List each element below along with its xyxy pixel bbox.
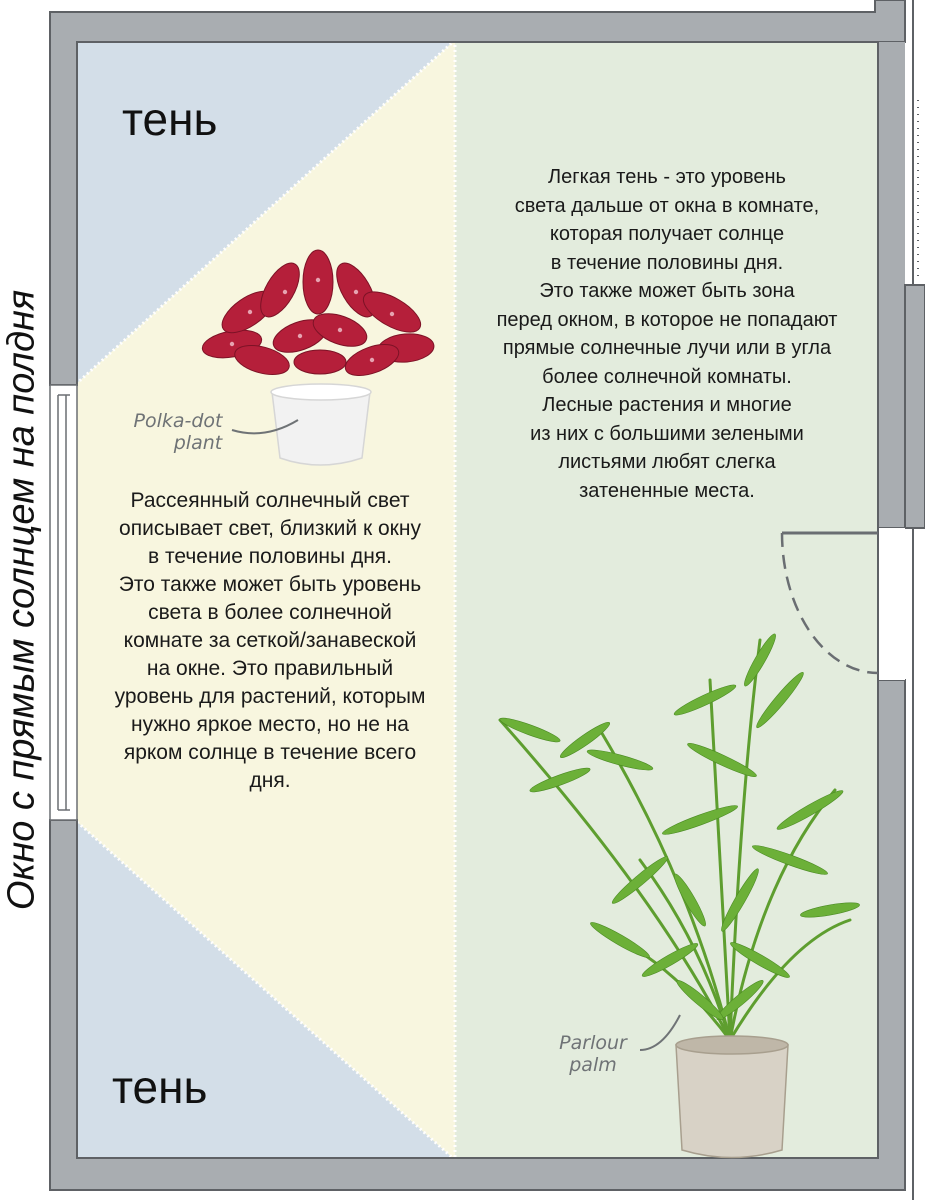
light-shade-line: Это также может быть зона bbox=[539, 280, 795, 302]
diffused-line: комнате за сеткой/занавеской bbox=[123, 629, 417, 652]
diffused-line: Это также может быть уровень bbox=[118, 573, 422, 596]
shade-label-top: тень bbox=[122, 93, 218, 145]
light-shade-line: Легкая тень - это уровень bbox=[548, 166, 786, 188]
diffused-line: света в более солнечной bbox=[148, 601, 392, 624]
diffused-line: дня. bbox=[249, 769, 291, 792]
light-shade-line: Лесные растения и многие bbox=[542, 394, 792, 416]
diffused-light-text bbox=[82, 487, 458, 795]
diffused-line: описывает свет, близкий к окну bbox=[119, 517, 421, 540]
diffused-line: на окне. Это правильный bbox=[146, 657, 394, 680]
light-shade-line: листьями любят слегка bbox=[558, 451, 776, 473]
shade-label-bottom: тень bbox=[112, 1061, 208, 1113]
window-label: Окно с прямым солнцем на полдня bbox=[0, 289, 43, 911]
diffused-line: Рассеянный солнечный свет bbox=[130, 489, 410, 512]
light-shade-line: в течение половины дня. bbox=[550, 251, 784, 274]
polka-dot-plant-label-line2: plant bbox=[173, 432, 223, 454]
diffused-line: ярком солнце в течение всего bbox=[123, 741, 417, 764]
wall-right-upper bbox=[878, 42, 905, 528]
diffused-line: в течение половины дня. bbox=[147, 545, 393, 568]
diffused-line: нужно яркое место, но не на bbox=[130, 713, 409, 736]
diffused-line: уровень для растений, которым bbox=[114, 685, 426, 708]
light-shade-line: прямые солнечные лучи или в угла bbox=[502, 337, 832, 359]
polka-dot-plant-label-line1: Polka-dot bbox=[133, 410, 223, 432]
polka-dot-plant-label bbox=[118, 410, 238, 454]
parlour-palm-label bbox=[548, 1032, 638, 1076]
light-shade-line: более солнечной комнаты. bbox=[542, 365, 792, 388]
light-shade-line: перед окном, в которое не попадают bbox=[496, 308, 838, 331]
parlour-palm-label-line2: palm bbox=[569, 1054, 617, 1076]
parlour-palm-label-line1: Parlour bbox=[559, 1032, 627, 1054]
light-shade-text bbox=[462, 163, 872, 505]
light-shade-line: затененные места. bbox=[579, 479, 755, 502]
light-shade-line: света дальше от окна в комнате, bbox=[514, 194, 820, 217]
light-shade-line: из них с большими зелеными bbox=[530, 422, 804, 445]
light-shade-line: которая получает солнце bbox=[549, 223, 785, 245]
window bbox=[50, 385, 77, 820]
